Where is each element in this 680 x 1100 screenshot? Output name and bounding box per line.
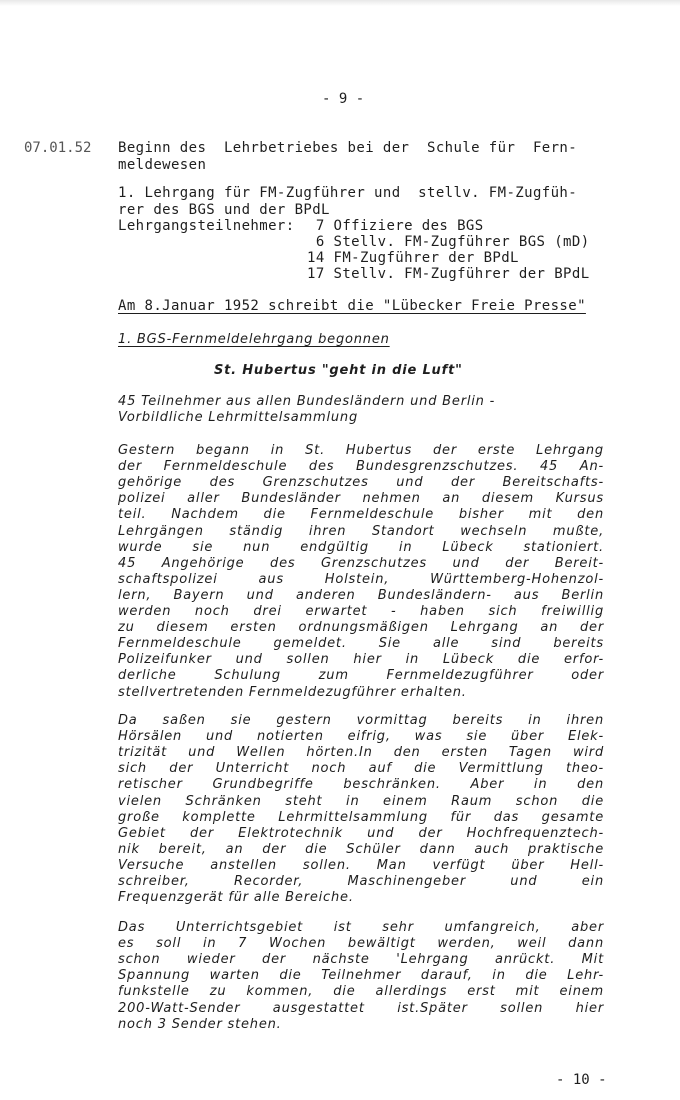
article-line: Lehrgängen ständig ihren Standort wechseln mußte, (118, 523, 604, 539)
article-line: sich der Unterricht noch auf die Vermittlung theo- (118, 761, 604, 777)
page-number-top: - 9 - (322, 91, 365, 107)
article-line: polizei aller Bundesländer nehmen an diesem Kursus (118, 491, 604, 507)
article-line: teil. Nachdem die Fernmeldeschule bisher mit den (118, 507, 604, 523)
participant-row: 7 Offiziere des BGS (307, 218, 484, 234)
participant-row: 17 Stellv. FM-Zugführer der BPdL (307, 266, 590, 282)
entry-date: 07.01.52 (24, 140, 92, 156)
article-line: es soll in 7 Wochen bewältigt werden, weil dann (118, 936, 604, 952)
course-line: 1. Lehrgang für FM-Zugführer und stellv. FM-Zugfüh- (118, 185, 578, 201)
article-line: Spannung warten die Teilnehmer darauf, in die Lehr- (118, 968, 604, 984)
article-line: Gebiet der Elektrotechnik und der Hochfrequenztech- (118, 825, 604, 841)
article-line: nik bereit, an der die Schüler dann auch praktische (118, 841, 604, 857)
article-line: Hörsälen und notierten eifrig, was sie über Elek- (118, 729, 604, 745)
article-line: funkstelle zu kommen, die allerdings erst mit einem (118, 984, 604, 1000)
course-line: rer des BGS und der BPdL (118, 202, 330, 218)
participants-label: Lehrgangsteilnehmer: (118, 218, 295, 234)
article-line: schaftspolizei aus Holstein, Württemberg-Hohenzol- (118, 571, 604, 587)
article-line: stellvertretenden Fernmeldezugführer erhalten. (118, 684, 467, 700)
article-line: 200-Watt-Sender ausgestattet ist.Später sollen hier (118, 1000, 604, 1016)
article-line: Das Unterrichtsgebiet ist sehr umfangreich, aber (118, 920, 604, 935)
article-line: noch 3 Sender stehen. (118, 1016, 282, 1032)
entry-line: meldewesen (118, 157, 207, 173)
article-line: trizität und Wellen hörten.In den ersten Tagen wird (118, 745, 604, 761)
article-line: Da saßen sie gestern vormittag bereits in ihren (118, 713, 604, 728)
article-line: vielen Schränken steht in einem Raum schon die (118, 793, 604, 809)
article-line: lern, Bayern und anderen Bundesländern- aus Berlin (118, 587, 604, 603)
article-line: 45 Angehörige des Grenzschutzes und der Bereit- (118, 555, 604, 571)
article-line: derliche Schulung zum Fernmeldezugführer oder (118, 668, 604, 684)
press-heading: Am 8.Januar 1952 schreibt die "Lübecker Freie Presse" (118, 298, 586, 314)
article-subhead: 45 Teilnehmer aus allen Bundesländern und Berlin - (118, 394, 496, 409)
article-line: große komplette Lehrmittelsammlung für das gesamte (118, 809, 604, 825)
article-line: Polizeifunker und sollen hier in Lübeck die erfor- (118, 652, 604, 668)
article-line: schon wieder der nächste 'Lehrgang anrückt. Mit (118, 952, 604, 968)
article-line: Versuche anstellen sollen. Man verfügt über Hell- (118, 857, 604, 873)
article-line: wurde sie nun endgültig in Lübeck stationiert. (118, 539, 604, 555)
article-headline: St. Hubertus "geht in die Luft" (214, 363, 463, 378)
participant-row: 6 Stellv. FM-Zugführer BGS (mD) (307, 234, 590, 250)
article-line: retischer Grundbegriffe beschränken. Aber in den (118, 777, 604, 793)
article-line: schreiber, Recorder, Maschinengeber und ein (118, 874, 604, 889)
article-kicker: 1. BGS-Fernmeldelehrgang begonnen (118, 332, 390, 347)
article-line: werden noch drei erwartet - haben sich freiwillig (118, 604, 604, 619)
page-number-bottom: - 10 - (556, 1072, 607, 1088)
article-line: der Fernmeldeschule des Bundesgrenzschutzes. 45 An- (118, 459, 604, 475)
article-subhead: Vorbildliche Lehrmittelsammlung (118, 410, 359, 425)
article-line: Gestern begann in St. Hubertus der erste Lehrgang (118, 443, 604, 458)
article-line: gehörige des Grenzschutzes und der Bereitschafts- (118, 475, 604, 491)
article-line: Fernmeldeschule gemeldet. Sie alle sind bereits (118, 636, 604, 652)
article-line: zu diesem ersten ordnungsmäßigen Lehrgang an der (118, 620, 604, 636)
scan-shadow (0, 0, 680, 6)
article-line: Frequenzgerät für alle Bereiche. (118, 890, 354, 906)
entry-line: Beginn des Lehrbetriebes bei der Schule für Fern- (118, 140, 578, 156)
participant-row: 14 FM-Zugführer der BPdL (307, 250, 519, 266)
